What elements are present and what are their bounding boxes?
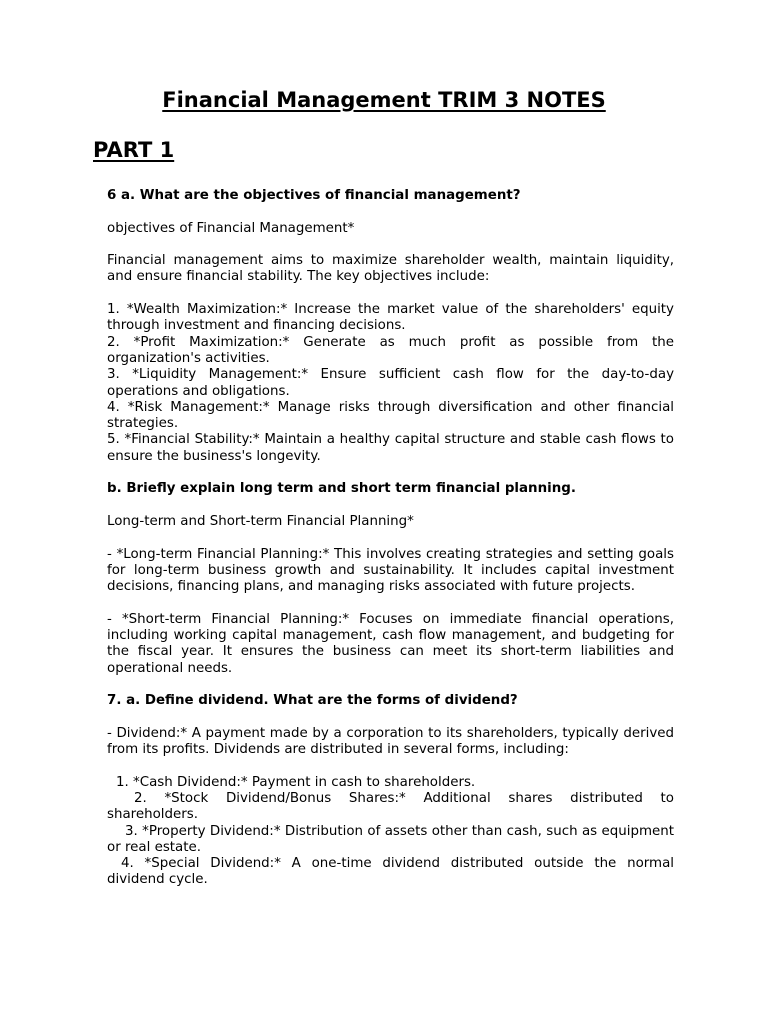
objectives-intro-paragraph: Financial management aims to maximize shareholder wealth, maintain liquidity, and ensure financial stability. The key objectives include:: [107, 253, 674, 285]
list-item: 2. *Profit Maximization:* Generate as much profit as possible from the organization's activities.: [107, 334, 674, 366]
dividend-forms-list: [107, 775, 674, 889]
document-title: Financial Management TRIM 3 NOTES: [162, 88, 606, 112]
list-item: 3. *Property Dividend:* Distribution of assets other than cash, such as equipment or real estate.: [107, 823, 674, 855]
list-item: 1. *Cash Dividend:* Payment in cash to shareholders.: [116, 774, 476, 790]
list-item: 4. *Special Dividend:* A one-time dividend distributed outside the normal dividend cycle.: [107, 856, 674, 888]
section-subtitle: objectives of Financial Management*: [107, 220, 355, 236]
list-item: 1. *Wealth Maximization:* Increase the market value of the shareholders' equity through investment and financing decisions.: [107, 302, 674, 334]
list-item: 4. *Risk Management:* Manage risks through diversification and other financial strategies.: [107, 399, 674, 432]
section-subtitle: Long-term and Short-term Financial Planning*: [107, 513, 414, 529]
part-heading: PART 1: [93, 138, 175, 162]
list-item: 5. *Financial Stability:* Maintain a healthy capital structure and stable cash flows to ensure the business's longevity.: [107, 432, 674, 464]
short-term-planning-paragraph: - *Short-term Financial Planning:* Focuses on immediate financial operations, including working capital management, cash flow management, and budgeting for the fiscal year. It ensures the business can meet its short-term liabilities and operational needs.: [107, 611, 674, 676]
long-term-planning-paragraph: - *Long-term Financial Planning:* This involves creating strategies and setting goals for long-term business growth and sustainability. It includes capital investment decisions, financing plans, and managing risks associated with future projects.: [107, 546, 674, 595]
document-body: [107, 188, 674, 905]
question-6b-heading: b. Briefly explain long term and short term financial planning.: [107, 481, 576, 497]
dividend-definition-paragraph: - Dividend:* A payment made by a corporation to its shareholders, typically derived from its profits. Dividends are distributed in several forms, including:: [107, 725, 674, 758]
question-6a-heading: 6 a. What are the objectives of financial management?: [107, 188, 521, 203]
list-item: 3. *Liquidity Management:* Ensure sufficient cash flow for the day-to-day operations and obligations.: [107, 367, 674, 399]
list-item: 2. *Stock Dividend/Bonus Shares:* Additional shares distributed to shareholders.: [107, 790, 674, 823]
objectives-list: [107, 302, 674, 465]
question-7a-heading: 7. a. Define dividend. What are the forms of dividend?: [107, 693, 518, 709]
